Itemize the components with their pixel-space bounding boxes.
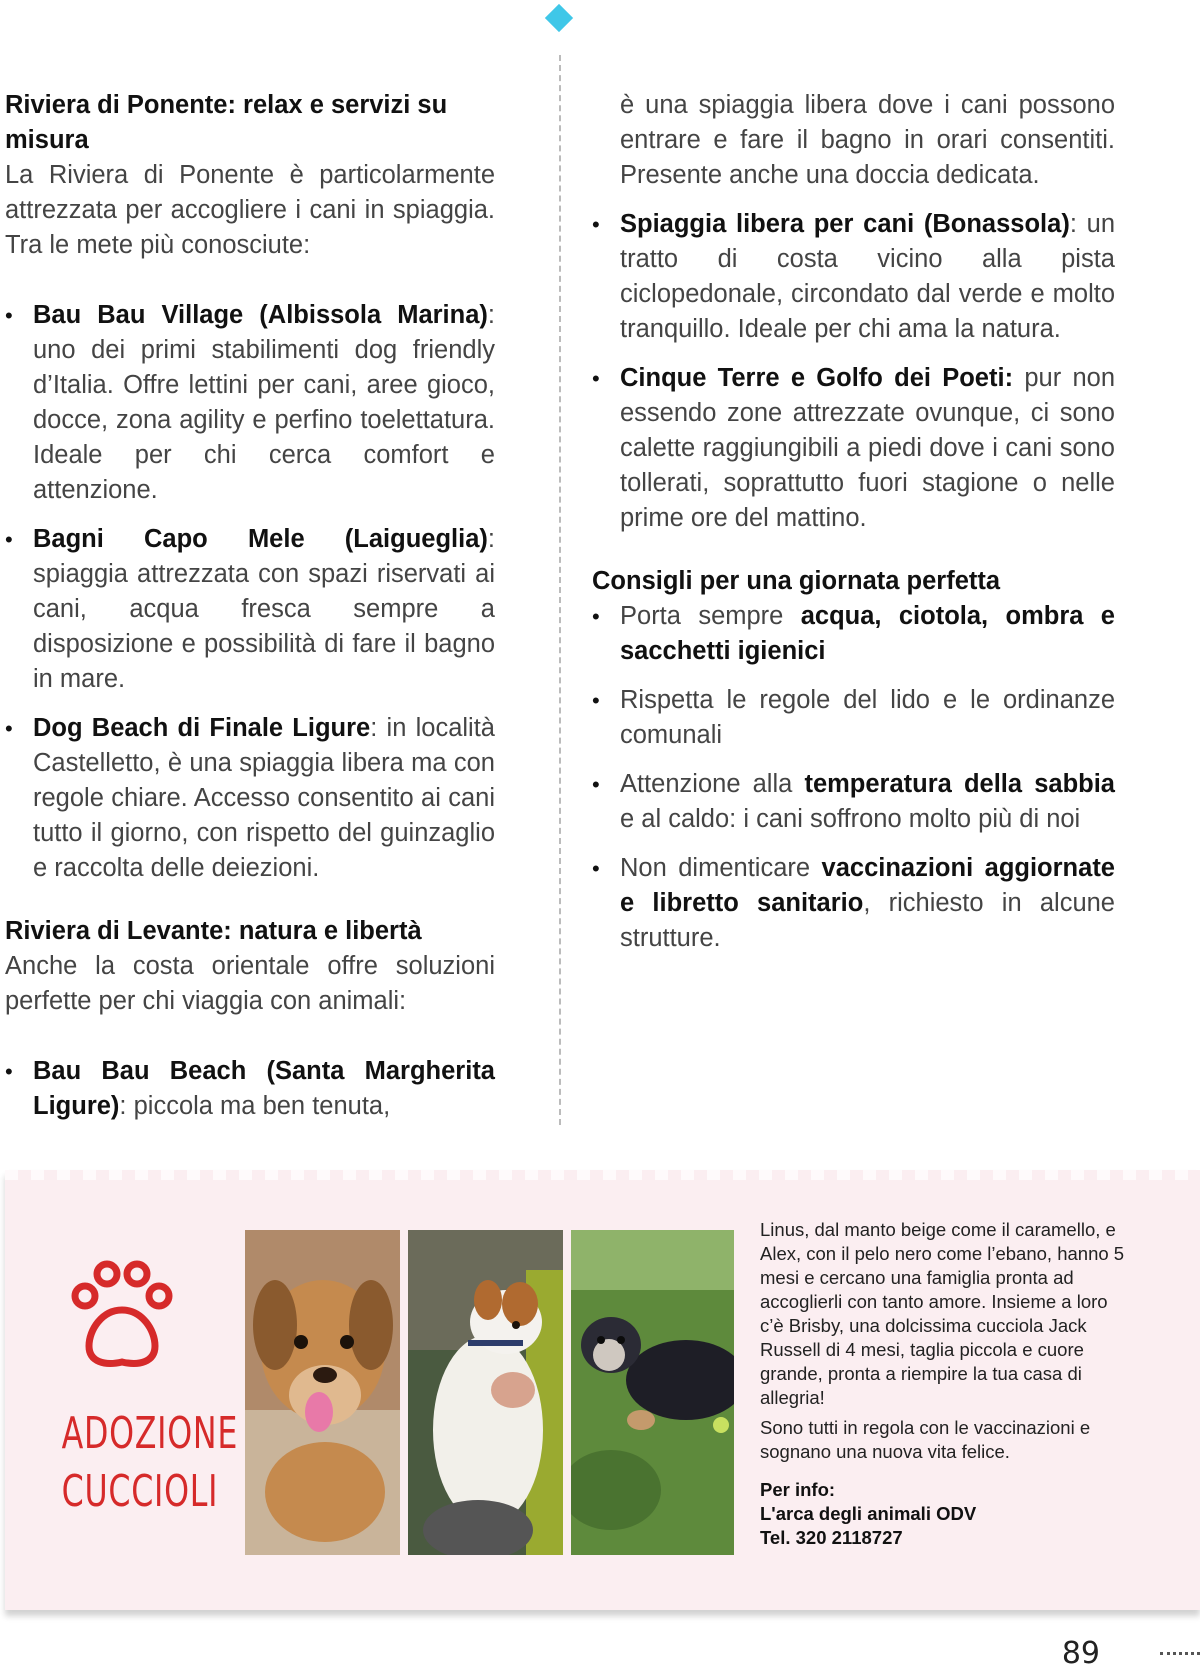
puppy-photo-alex (571, 1230, 734, 1555)
page-number: 89 (1061, 1636, 1100, 1671)
list-item: • Porta sempre acqua, ciotola, ombra e sacchetti igienici (592, 599, 1115, 669)
levante-intro: Anche la costa orientale offre soluzioni perfette per chi viaggia con animali: (5, 952, 495, 1015)
adoption-box (5, 1170, 1200, 1610)
levante-list-continued (620, 207, 1115, 536)
levante-list (5, 1054, 495, 1124)
adoption-text (760, 1218, 1130, 1550)
levante-heading: Riviera di Levante: natura e libertà (5, 917, 422, 945)
ponente-heading: Riviera di Ponente: relax e servizi su misura (5, 91, 448, 154)
page-dots (1160, 1652, 1200, 1655)
list-item: • Bau Bau Village (Albissola Marina): uno dei primi stabilimenti dog friendly d’Italia. Offre lettini per cani, aree gioco, docce, zona agility e perfino toelettatura. Ideale per chi cerca comfort e attenzione. (5, 298, 495, 508)
list-item: • Rispetta le regole del lido e le ordinanze comunali (592, 683, 1115, 753)
continuation-text: è una spiaggia libera dove i cani possono entrare e fare il bagno in orari consentiti. Presente anche una doccia dedicata. (620, 91, 1115, 189)
list-item: • Bau Bau Beach (Santa Margherita Ligure): piccola ma ben tenuta, (5, 1054, 495, 1124)
right-column (592, 88, 1116, 970)
ponente-intro: La Riviera di Ponente è particolarmente attrezzata per accogliere i cani in spiaggia. Tra le mete più conosciute: (5, 161, 495, 259)
left-column (5, 88, 495, 1138)
list-item: • Cinque Terre e Golfo dei Poeti: pur non essendo zone attrezzate ovunque, ci sono calette raggiungibili a piedi dove i cani sono tollerati, soprattutto fuori stagione o nelle prime ore del mattino. (592, 361, 1115, 536)
ponente-list (5, 298, 495, 886)
adoption-paragraph: Sono tutti in regola con le vaccinazioni e sognano una nuova vita felice. (760, 1417, 1091, 1462)
puppy-photo-brisby (408, 1230, 563, 1555)
diamond-ornament (545, 4, 573, 32)
paw-icon (67, 1258, 177, 1378)
scallop-edge (5, 1170, 1200, 1180)
tips-list (592, 599, 1115, 956)
tips-heading: Consigli per una giornata perfetta (592, 567, 1001, 595)
adoption-paragraph: Linus, dal manto beige come il caramello, e Alex, con il pelo nero come l’ebano, hanno 5 mesi e cercano una famiglia pronta ad accoglierli con tanto amore. Insieme a loro c’è Brisby, una dolcissima cucciola Jack Russell di 4 mesi, taglia piccola e cuore grande, pronta a riempire la tua casa di allegria! (760, 1219, 1125, 1408)
list-item: • Non dimenticare vaccinazioni aggiornate e libretto sanitario, richiesto in alcune strutture. (592, 851, 1115, 956)
contact-info: Per info: L'arca degli animali ODV Tel. 320 2118727 (760, 1479, 977, 1548)
puppy-photo-linus (245, 1230, 400, 1555)
column-divider (559, 55, 561, 1125)
list-item: • Dog Beach di Finale Ligure: in località Castelletto, è una spiaggia libera ma con regole chiare. Accesso consentito ai cani tutto il giorno, con rispetto del guinzaglio e raccolta delle deiezioni. (5, 711, 495, 886)
adoption-title: ADOZIONE CUCCIOLI (61, 1408, 239, 1517)
list-item: • Attenzione alla temperatura della sabbia e al caldo: i cani soffrono molto più di noi (592, 767, 1115, 837)
list-item: • Bagni Capo Mele (Laigueglia): spiaggia attrezzata con spazi riservati ai cani, acqua fresca sempre a disposizione e possibilità di fare il bagno in mare. (5, 522, 495, 697)
list-item: • Spiaggia libera per cani (Bonassola): un tratto di costa vicino alla pista ciclopedonale, circondato dal verde e molto tranquillo. Ideale per chi ama la natura. (592, 207, 1115, 347)
